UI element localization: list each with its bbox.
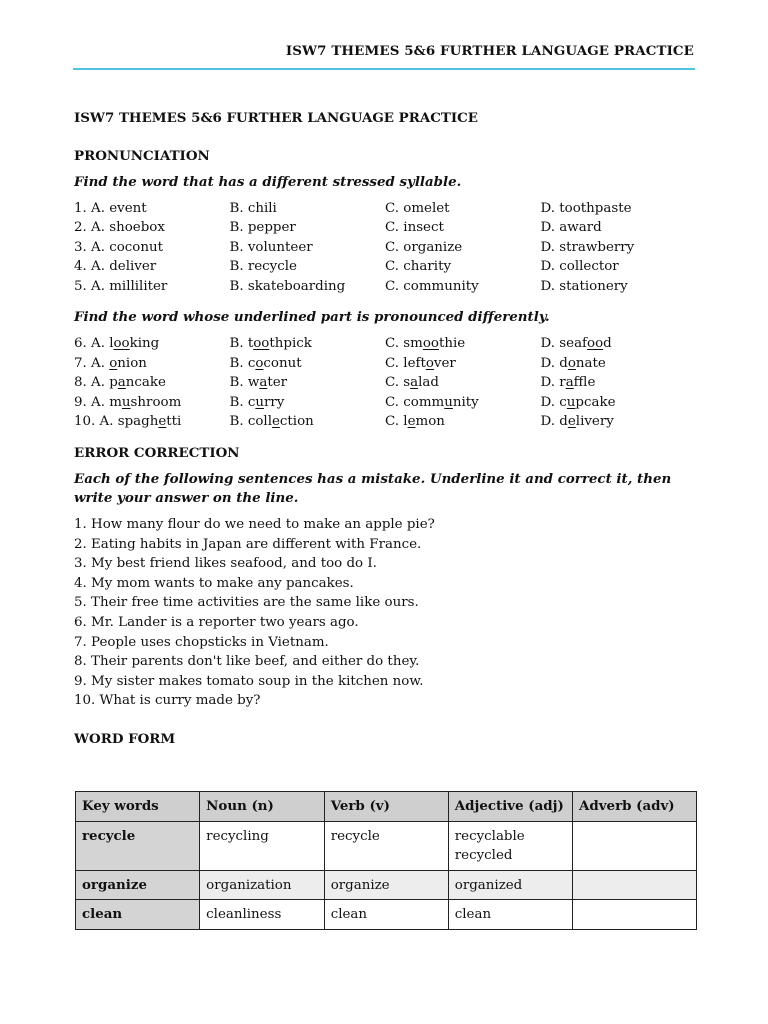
- header-divider: [73, 68, 695, 70]
- answer-option: B. coconut: [229, 355, 302, 371]
- table-cell: clean: [324, 900, 448, 929]
- underlined-sound: e: [567, 414, 576, 430]
- table-cell: [573, 822, 697, 871]
- answer-option: D. award: [540, 220, 602, 236]
- answer-option: 4. A. deliver: [74, 259, 157, 275]
- document-title: ISW7 THEMES 5&6 FURTHER LANGUAGE PRACTICE: [74, 110, 478, 126]
- question-row: [74, 354, 696, 374]
- answer-option: 1. A. event: [74, 200, 147, 216]
- answer-option: 5. A. milliliter: [74, 278, 168, 294]
- underlined-sound: u: [121, 394, 131, 410]
- underlined-sound: e: [407, 414, 416, 430]
- table-header-row: [76, 792, 697, 822]
- underlined-sound: a: [565, 375, 574, 391]
- sentence-item: 5. Their free time activities are the same like ours.: [74, 595, 419, 611]
- underlined-sound: e: [271, 414, 280, 430]
- table-row: [76, 870, 697, 899]
- answer-option: D. cupcake: [540, 394, 616, 410]
- answer-option: C. charity: [385, 259, 452, 275]
- column-header: Noun (n): [200, 792, 325, 822]
- question-row: [74, 199, 696, 219]
- table-cell: recyclable recycled: [448, 822, 572, 871]
- answer-option: 6. A. looking: [74, 335, 160, 351]
- table-cell: organize: [324, 870, 448, 899]
- answer-option: C. leftover: [385, 355, 456, 371]
- sentence-item: 3. My best friend likes seafood, and too do I.: [74, 556, 377, 572]
- table-row: [76, 822, 697, 871]
- answer-option: D. delivery: [540, 414, 614, 430]
- answer-option: B. recycle: [229, 259, 297, 275]
- sentence-list: [74, 515, 696, 711]
- table-cell: organization: [200, 870, 325, 899]
- table-cell: [573, 900, 697, 929]
- word-form-heading: WORD FORM: [74, 730, 176, 747]
- table-cell: cleanliness: [200, 900, 325, 929]
- underlined-sound: oo: [587, 335, 604, 351]
- stress-instruction: Find the word that has a different stressed syllable.: [74, 174, 462, 190]
- sentence-item: 10. What is curry made by?: [74, 693, 261, 709]
- answer-option: 7. A. onion: [74, 355, 147, 371]
- key-word-cell: clean: [76, 900, 200, 929]
- table-row: [76, 900, 697, 929]
- underlined-sound: o: [255, 355, 264, 371]
- sound-question-list: [74, 334, 696, 432]
- underlined-sound: e: [158, 414, 167, 430]
- column-header: Adverb (adv): [573, 792, 697, 822]
- answer-option: C. insect: [385, 220, 444, 236]
- answer-option: B. water: [229, 375, 288, 391]
- answer-option: B. curry: [229, 394, 285, 410]
- answer-option: D. donate: [540, 355, 606, 371]
- table-cell: organized: [448, 870, 572, 899]
- answer-option: B. collection: [229, 414, 314, 430]
- sentence-item: 6. Mr. Lander is a reporter two years ago.: [74, 614, 359, 630]
- answer-option: C. salad: [385, 375, 439, 391]
- column-header: Key words: [76, 792, 200, 822]
- question-row: [74, 238, 696, 258]
- question-row: [74, 334, 696, 354]
- answer-option: C. smoothie: [385, 335, 466, 351]
- answer-option: 3. A. coconut: [74, 239, 163, 255]
- running-header: ISW7 THEMES 5&6 FURTHER LANGUAGE PRACTICE: [285, 43, 694, 59]
- answer-option: B. chili: [229, 200, 277, 216]
- sentence-item: 1. How many flour do we need to make an apple pie?: [74, 516, 435, 532]
- answer-option: 2. A. shoebox: [74, 220, 165, 236]
- answer-option: 8. A. pancake: [74, 375, 166, 391]
- answer-option: B. skateboarding: [229, 278, 346, 294]
- error-instruction: Each of the following sentences has a mistake. Underline it and correct it, then write your answer on the line.: [74, 470, 672, 507]
- word-form-table: [75, 791, 697, 930]
- answer-option: D. strawberry: [540, 239, 635, 255]
- answer-option: D. collector: [540, 259, 619, 275]
- pronunciation-heading: PRONUNCIATION: [74, 148, 210, 164]
- question-row: [74, 218, 696, 238]
- answer-option: B. pepper: [229, 220, 296, 236]
- underlined-sound: a: [117, 375, 126, 391]
- answer-option: C. community: [385, 394, 479, 410]
- table-cell: recycle: [324, 822, 448, 871]
- answer-option: D. stationery: [540, 278, 628, 294]
- question-row: [74, 257, 696, 277]
- sentence-item: 8. Their parents don't like beef, and either do they.: [74, 654, 420, 670]
- sound-instruction: Find the word whose underlined part is pronounced differently.: [74, 309, 550, 326]
- key-word-cell: recycle: [76, 822, 200, 871]
- underlined-sound: a: [259, 375, 268, 391]
- question-row: [74, 373, 696, 393]
- sentence-item: 4. My mom wants to make any pancakes.: [74, 575, 354, 591]
- answer-option: D. raffle: [540, 375, 596, 391]
- column-header: Verb (v): [324, 792, 448, 822]
- underlined-sound: o: [425, 355, 434, 371]
- answer-option: D. toothpaste: [540, 200, 632, 216]
- underlined-sound: u: [255, 394, 264, 410]
- answer-option: D. seafood: [540, 335, 612, 351]
- underlined-sound: oo: [422, 335, 439, 351]
- sentence-item: 2. Eating habits in Japan are different with France.: [74, 536, 422, 552]
- underlined-sound: o: [567, 355, 576, 371]
- question-row: [74, 412, 696, 432]
- document-body: [74, 109, 696, 756]
- sentence-item: 7. People uses chopsticks in Vietnam.: [74, 634, 329, 650]
- question-row: [74, 277, 696, 297]
- answer-option: C. omelet: [385, 200, 450, 216]
- table-cell: recycling: [200, 822, 325, 871]
- answer-option: B. toothpick: [229, 335, 312, 351]
- underlined-sound: oo: [253, 335, 270, 351]
- underlined-sound: u: [566, 394, 576, 410]
- underlined-sound: a: [410, 375, 419, 391]
- answer-option: 10. A. spaghetti: [74, 414, 182, 430]
- answer-option: C. organize: [385, 239, 463, 255]
- sentence-item: 9. My sister makes tomato soup in the kitchen now.: [74, 673, 424, 689]
- underlined-sound: oo: [113, 335, 130, 351]
- answer-option: C. lemon: [385, 414, 445, 430]
- underlined-sound: u: [444, 394, 453, 410]
- stress-question-list: [74, 199, 696, 297]
- answer-option: B. volunteer: [229, 239, 313, 255]
- column-header: Adjective (adj): [448, 792, 572, 822]
- error-correction-heading: ERROR CORRECTION: [74, 444, 240, 461]
- table-cell: [573, 870, 697, 899]
- table-cell: clean: [448, 900, 572, 929]
- answer-option: C. community: [385, 278, 479, 294]
- answer-option: 9. A. mushroom: [74, 394, 182, 410]
- question-row: [74, 393, 696, 413]
- underlined-sound: o: [109, 355, 118, 371]
- key-word-cell: organize: [76, 870, 200, 899]
